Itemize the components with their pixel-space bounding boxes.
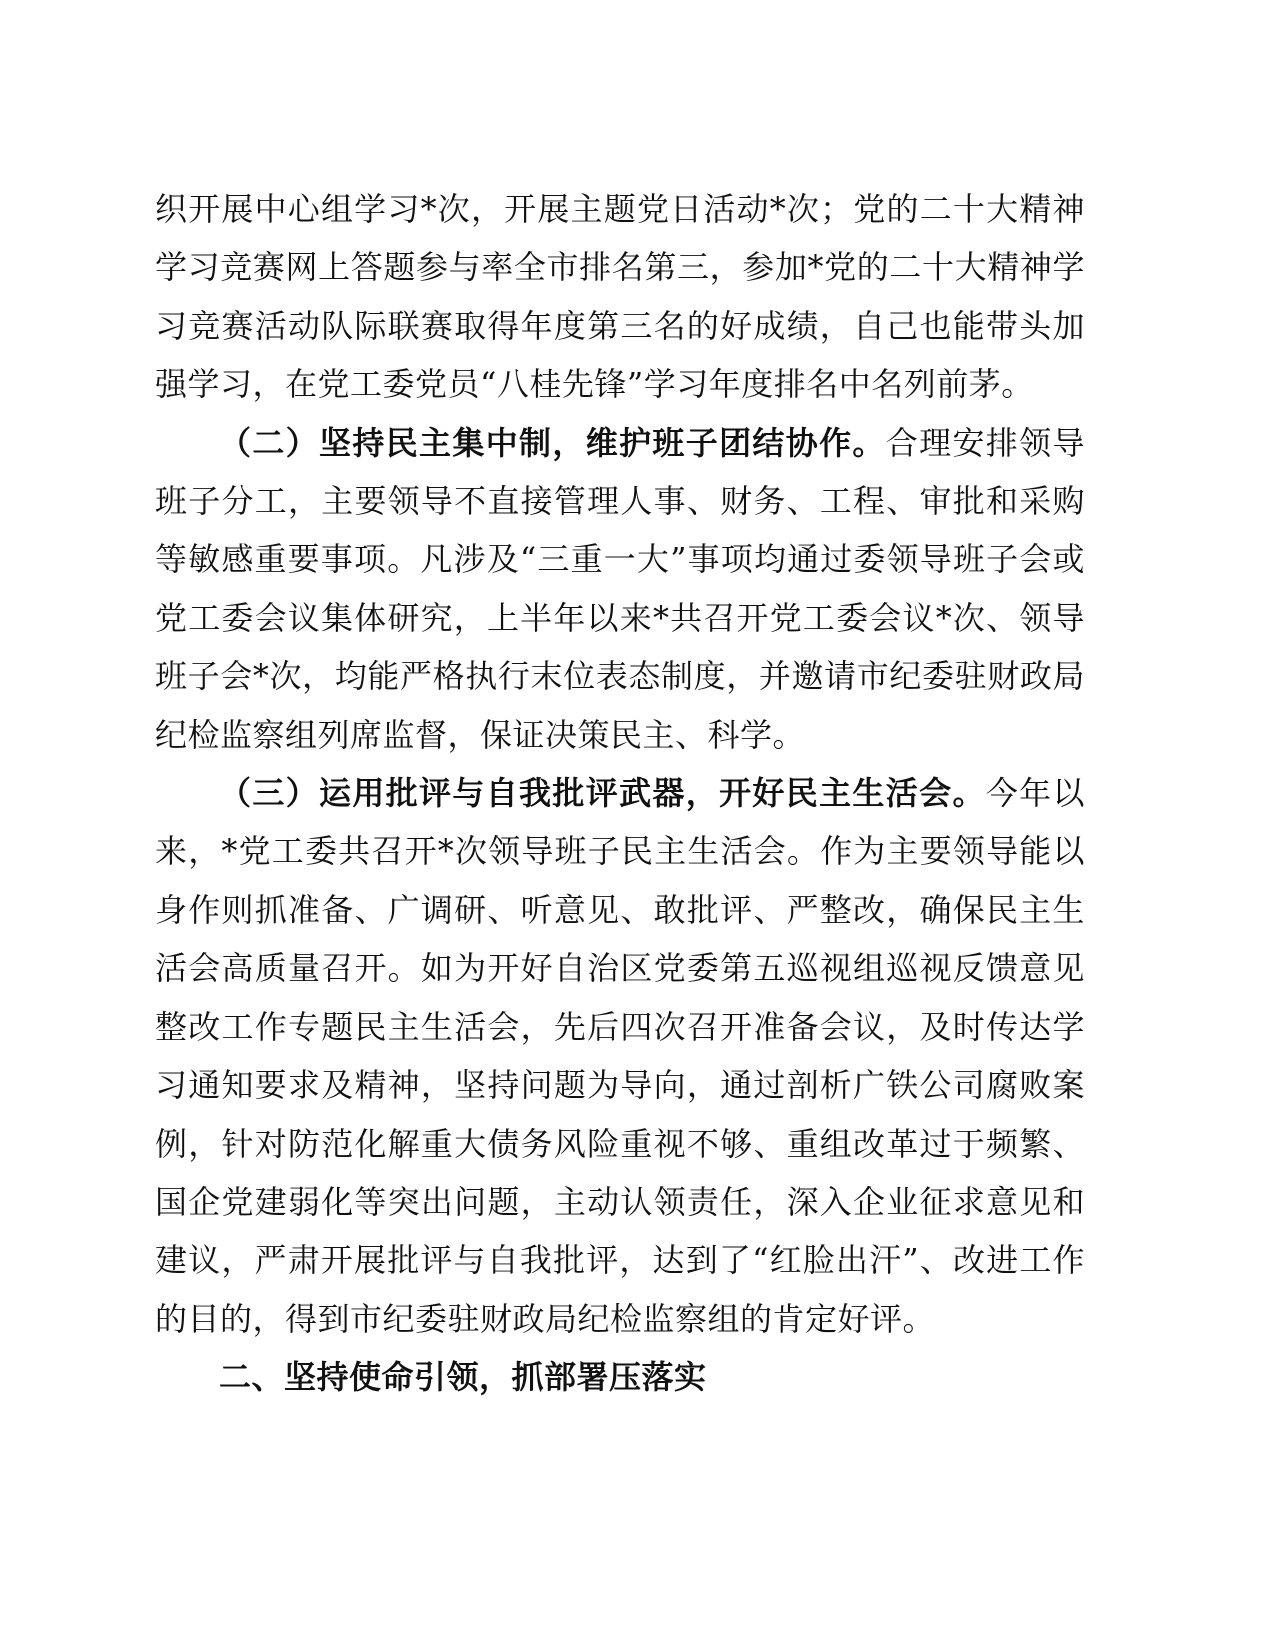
document-body bbox=[155, 180, 1085, 1407]
section-heading: 二、坚持使命引领，抓部署压落实 bbox=[219, 1358, 707, 1397]
paragraph-continuation: 织开展中心组学习*次，开展主题党日活动*次；党的二十大精神学习竞赛网上答题参与率全市排名第三，参加*党的二十大精神学习竞赛活动队际联赛取得年度第三名的好成绩，自己也能带头加强学习，在党工委党员“八桂先锋”学习年度排名中名列前茅。 bbox=[155, 190, 1085, 404]
paragraph-democratic-centralism bbox=[155, 414, 1085, 764]
paragraph-criticism bbox=[155, 764, 1085, 1348]
paragraph-2-body: 合理安排领导班子分工，主要领导不直接管理人事、财务、工程、审批和采购等敏感重要事项。凡涉及“三重一大”事项均通过委领导班子会或党工委会议集体研究，上半年以来*共召开党工委会议*次、领导班子会*次，均能严格执行末位表态制度，并邀请市纪委驻财政局纪检监察组列席监督，保证决策民主、科学。 bbox=[155, 423, 1085, 754]
paragraph-3-body: 今年以来，*党工委共召开*次领导班子民主生活会。作为主要领导能以身作则抓准备、广调研、听意见、敢批评、严整改，确保民主生活会高质量召开。如为开好自治区党委第五巡视组巡视反馈意见整改工作专题民主生活会，先后四次召开准备会议，及时传达学习通知要求及精神，坚持问题为导向，通过剖析广铁公司腐败案例，针对防范化解重大债务风险重视不够、重组改革过于频繁、国企党建弱化等突出问题，主动认领责任，深入企业征求意见和建议，严肃开展批评与自我批评，达到了“红脸出汗”、改进工作的目的，得到市纪委驻财政局纪检监察组的肯定好评。 bbox=[155, 774, 1085, 1338]
subheading-2: （二）坚持民主集中制，维护班子团结协作。 bbox=[219, 423, 886, 462]
subheading-3: （三）运用批评与自我批评武器，开好民主生活会。 bbox=[219, 774, 986, 813]
